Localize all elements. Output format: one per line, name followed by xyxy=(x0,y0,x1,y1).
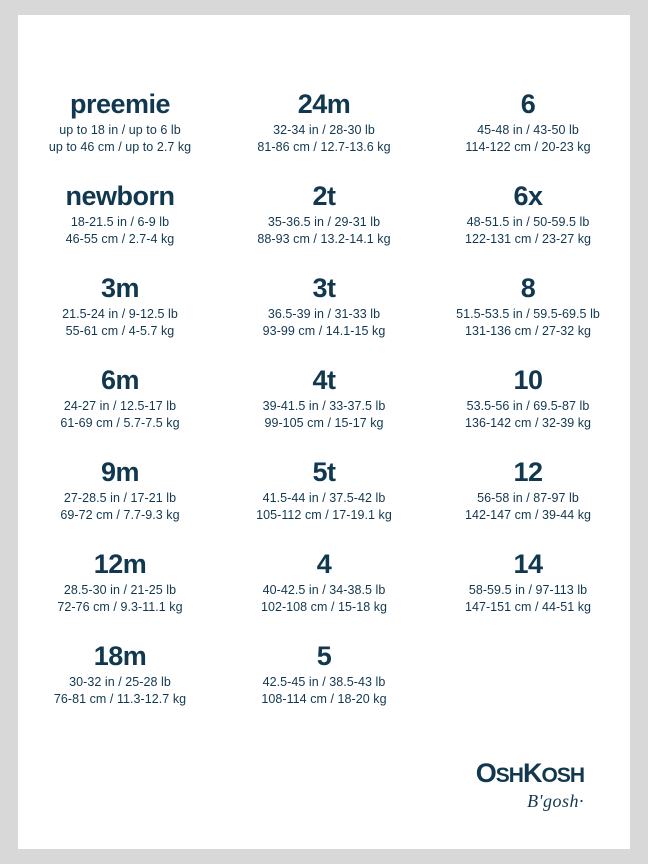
size-entry xyxy=(426,269,630,361)
size-measure-imperial: 51.5-53.5 in / 59.5-69.5 lb xyxy=(456,307,600,321)
size-measure-metric: 46-55 cm / 2.7-4 kg xyxy=(65,232,175,246)
size-measure-imperial: 36.5-39 in / 31-33 lb xyxy=(267,307,381,321)
size-entry xyxy=(18,453,222,545)
size-measure-metric: up to 46 cm / up to 2.7 kg xyxy=(48,140,192,154)
size-entry xyxy=(426,361,630,453)
size-measure-metric: 88-93 cm / 13.2-14.1 kg xyxy=(257,232,391,246)
size-measure-imperial: 56-58 in / 87-97 lb xyxy=(477,491,579,505)
size-label: 14 xyxy=(513,549,543,579)
size-measure-imperial: 45-48 in / 43-50 lb xyxy=(477,123,579,137)
size-measure-metric: 122-131 cm / 23-27 kg xyxy=(464,232,592,246)
size-label: 3t xyxy=(312,273,336,303)
size-label: 24m xyxy=(297,89,351,119)
brand-logo-o: O xyxy=(475,758,496,788)
size-measure-imperial: 39-41.5 in / 33-37.5 lb xyxy=(262,399,386,413)
size-chart-grid xyxy=(18,85,630,729)
size-entry xyxy=(222,269,426,361)
size-measure-imperial: 18-21.5 in / 6-9 lb xyxy=(70,215,170,229)
size-entry xyxy=(222,637,426,729)
size-label: 4 xyxy=(316,549,332,579)
size-measure-imperial: 30-32 in / 25-28 lb xyxy=(69,675,171,689)
size-measure-metric: 55-61 cm / 4-5.7 kg xyxy=(65,324,175,338)
size-measure-metric: 69-72 cm / 7.7-9.3 kg xyxy=(60,508,180,522)
size-entry xyxy=(18,545,222,637)
size-measure-metric: 147-151 cm / 44-51 kg xyxy=(464,600,592,614)
size-entry xyxy=(222,453,426,545)
size-measure-metric: 131-136 cm / 27-32 kg xyxy=(464,324,592,338)
size-label: preemie xyxy=(69,89,171,119)
size-entry xyxy=(426,85,630,177)
size-measure-imperial: 40-42.5 in / 34-38.5 lb xyxy=(262,583,386,597)
size-chart-page xyxy=(18,15,630,849)
size-measure-imperial: 58-59.5 in / 97-113 lb xyxy=(468,583,588,597)
size-label: 12m xyxy=(93,549,147,579)
size-label: 2t xyxy=(312,181,336,211)
size-label: 12 xyxy=(513,457,543,487)
size-measure-metric: 114-122 cm / 20-23 kg xyxy=(465,140,591,154)
size-measure-imperial: 32-34 in / 28-30 lb xyxy=(273,123,375,137)
brand-logo-sh: SH xyxy=(495,764,523,787)
size-entry xyxy=(426,545,630,637)
size-entry-empty xyxy=(426,637,630,729)
size-measure-metric: 93-99 cm / 14.1-15 kg xyxy=(262,324,386,338)
brand-logo-tagline: B'gosh· xyxy=(527,791,584,811)
size-label: 6m xyxy=(100,365,140,395)
size-measure-imperial: 27-28.5 in / 17-21 lb xyxy=(63,491,177,505)
brand-logo xyxy=(476,759,584,811)
size-entry xyxy=(18,361,222,453)
size-measure-imperial: 48-51.5 in / 50-59.5 lb xyxy=(466,215,590,229)
size-measure-metric: 142-147 cm / 39-44 kg xyxy=(464,508,592,522)
size-label: 9m xyxy=(100,457,140,487)
size-label: 4t xyxy=(312,365,336,395)
size-measure-imperial: 28.5-30 in / 21-25 lb xyxy=(63,583,177,597)
size-label: 6 xyxy=(520,89,536,119)
size-measure-metric: 105-112 cm / 17-19.1 kg xyxy=(256,508,392,522)
size-measure-metric: 102-108 cm / 15-18 kg xyxy=(260,600,388,614)
size-measure-imperial: 53.5-56 in / 69.5-87 lb xyxy=(466,399,590,413)
brand-logo-wordmark xyxy=(476,759,584,790)
size-entry xyxy=(426,453,630,545)
size-measure-imperial: 35-36.5 in / 29-31 lb xyxy=(267,215,381,229)
size-label: 3m xyxy=(100,273,140,303)
size-label: 8 xyxy=(520,273,536,303)
size-measure-imperial: 42.5-45 in / 38.5-43 lb xyxy=(262,675,386,689)
size-measure-metric: 108-114 cm / 18-20 kg xyxy=(261,692,387,706)
size-label: 5t xyxy=(312,457,336,487)
size-entry xyxy=(222,85,426,177)
size-measure-metric: 61-69 cm / 5.7-7.5 kg xyxy=(60,416,180,430)
size-entry xyxy=(18,637,222,729)
size-measure-imperial: 21.5-24 in / 9-12.5 lb xyxy=(62,307,178,321)
brand-logo-k: K xyxy=(522,758,542,788)
size-measure-imperial: up to 18 in / up to 6 lb xyxy=(59,123,181,137)
size-label: 6x xyxy=(513,181,543,211)
size-measure-metric: 76-81 cm / 11.3-12.7 kg xyxy=(53,692,187,706)
size-label: 10 xyxy=(513,365,543,395)
size-measure-metric: 136-142 cm / 32-39 kg xyxy=(464,416,592,430)
size-measure-metric: 72-76 cm / 9.3-11.1 kg xyxy=(57,600,183,614)
size-entry xyxy=(18,269,222,361)
size-label: 5 xyxy=(316,641,332,671)
size-measure-metric: 99-105 cm / 15-17 kg xyxy=(264,416,384,430)
size-measure-imperial: 41.5-44 in / 37.5-42 lb xyxy=(262,491,386,505)
size-measure-imperial: 24-27 in / 12.5-17 lb xyxy=(63,399,177,413)
size-entry xyxy=(222,177,426,269)
size-entry xyxy=(222,361,426,453)
size-entry xyxy=(18,85,222,177)
size-entry xyxy=(222,545,426,637)
brand-logo-osh: OSH xyxy=(541,764,584,787)
size-entry xyxy=(426,177,630,269)
size-label: 18m xyxy=(93,641,147,671)
size-measure-metric: 81-86 cm / 12.7-13.6 kg xyxy=(257,140,391,154)
size-entry xyxy=(18,177,222,269)
size-label: newborn xyxy=(65,181,175,211)
